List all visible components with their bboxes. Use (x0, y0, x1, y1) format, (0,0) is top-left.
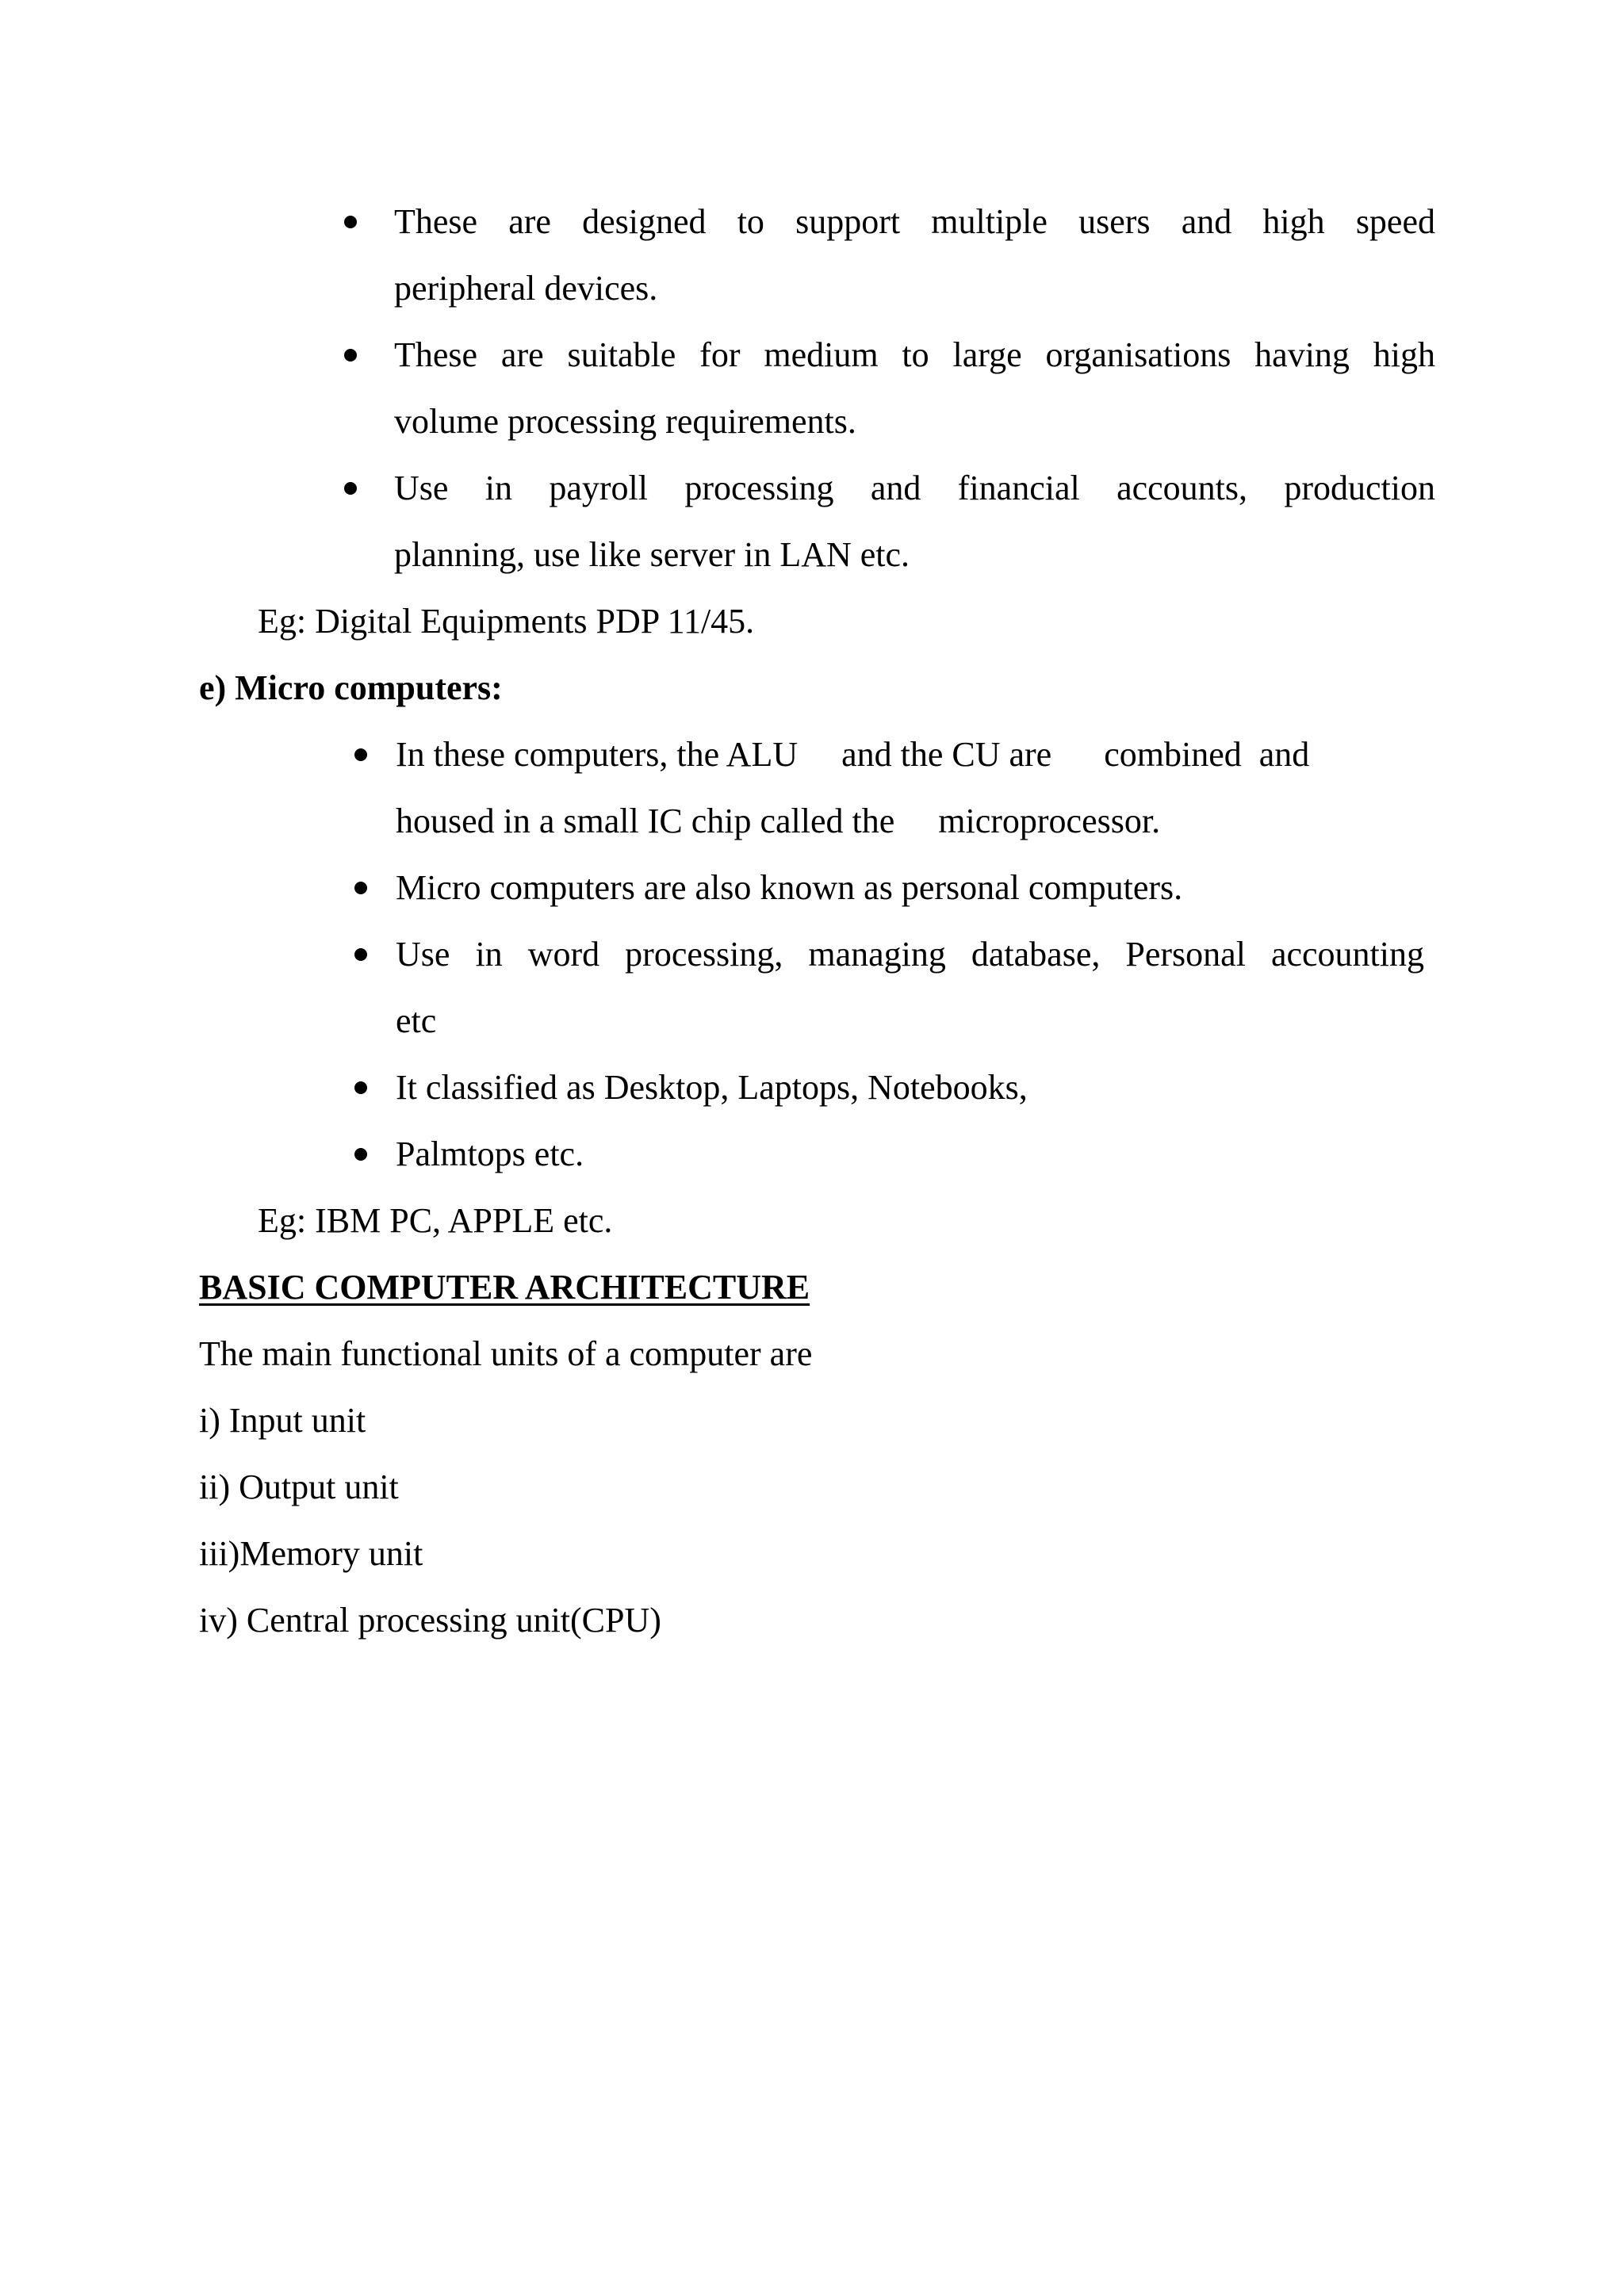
bullet-icon (354, 882, 367, 894)
list-item-line: Palmtops etc. (396, 1135, 584, 1173)
bullet-icon (344, 216, 357, 228)
intro-text: The main functional units of a computer are (199, 1334, 813, 1373)
list-item-line: peripheral devices. (394, 269, 658, 308)
section-heading: e) Micro computers: (199, 668, 503, 707)
list-item: ii) Output unit (199, 1468, 399, 1506)
bullet-icon (354, 1148, 367, 1161)
list-item-line: housed in a small IC chip called the microprocessor. (396, 802, 1161, 840)
bullet-icon (344, 349, 357, 362)
list-item-line: In these computers, the ALU and the CU are combined and (396, 735, 1310, 774)
bullet-icon (344, 482, 357, 495)
list-item-line: etc (396, 1001, 437, 1040)
list-item: iv) Central processing unit(CPU) (199, 1601, 661, 1640)
section-heading: BASIC COMPUTER ARCHITECTURE (199, 1268, 810, 1307)
list-item-line: Use in word processing, managing database, Personal accounting (396, 935, 1424, 974)
example-text: Eg: Digital Equipments PDP 11/45. (258, 602, 755, 641)
bullet-icon (354, 948, 367, 961)
list-item-line: Use in payroll processing and financial accounts, production (394, 469, 1435, 507)
list-item-line: volume processing requirements. (394, 402, 856, 441)
list-item-line: These are designed to support multiple users and high speed (394, 202, 1435, 241)
list-item-line: Micro computers are also known as personal computers. (396, 868, 1183, 907)
list-item: i) Input unit (199, 1401, 366, 1440)
list-item-line: It classified as Desktop, Laptops, Notebooks, (396, 1068, 1028, 1107)
example-text: Eg: IBM PC, APPLE etc. (258, 1201, 613, 1240)
bullet-icon (354, 1081, 367, 1094)
list-item-line: These are suitable for medium to large organisations having high (394, 335, 1435, 374)
bullet-icon (354, 748, 367, 761)
list-item-line: planning, use like server in LAN etc. (394, 535, 910, 574)
list-item: iii)Memory unit (199, 1534, 423, 1573)
